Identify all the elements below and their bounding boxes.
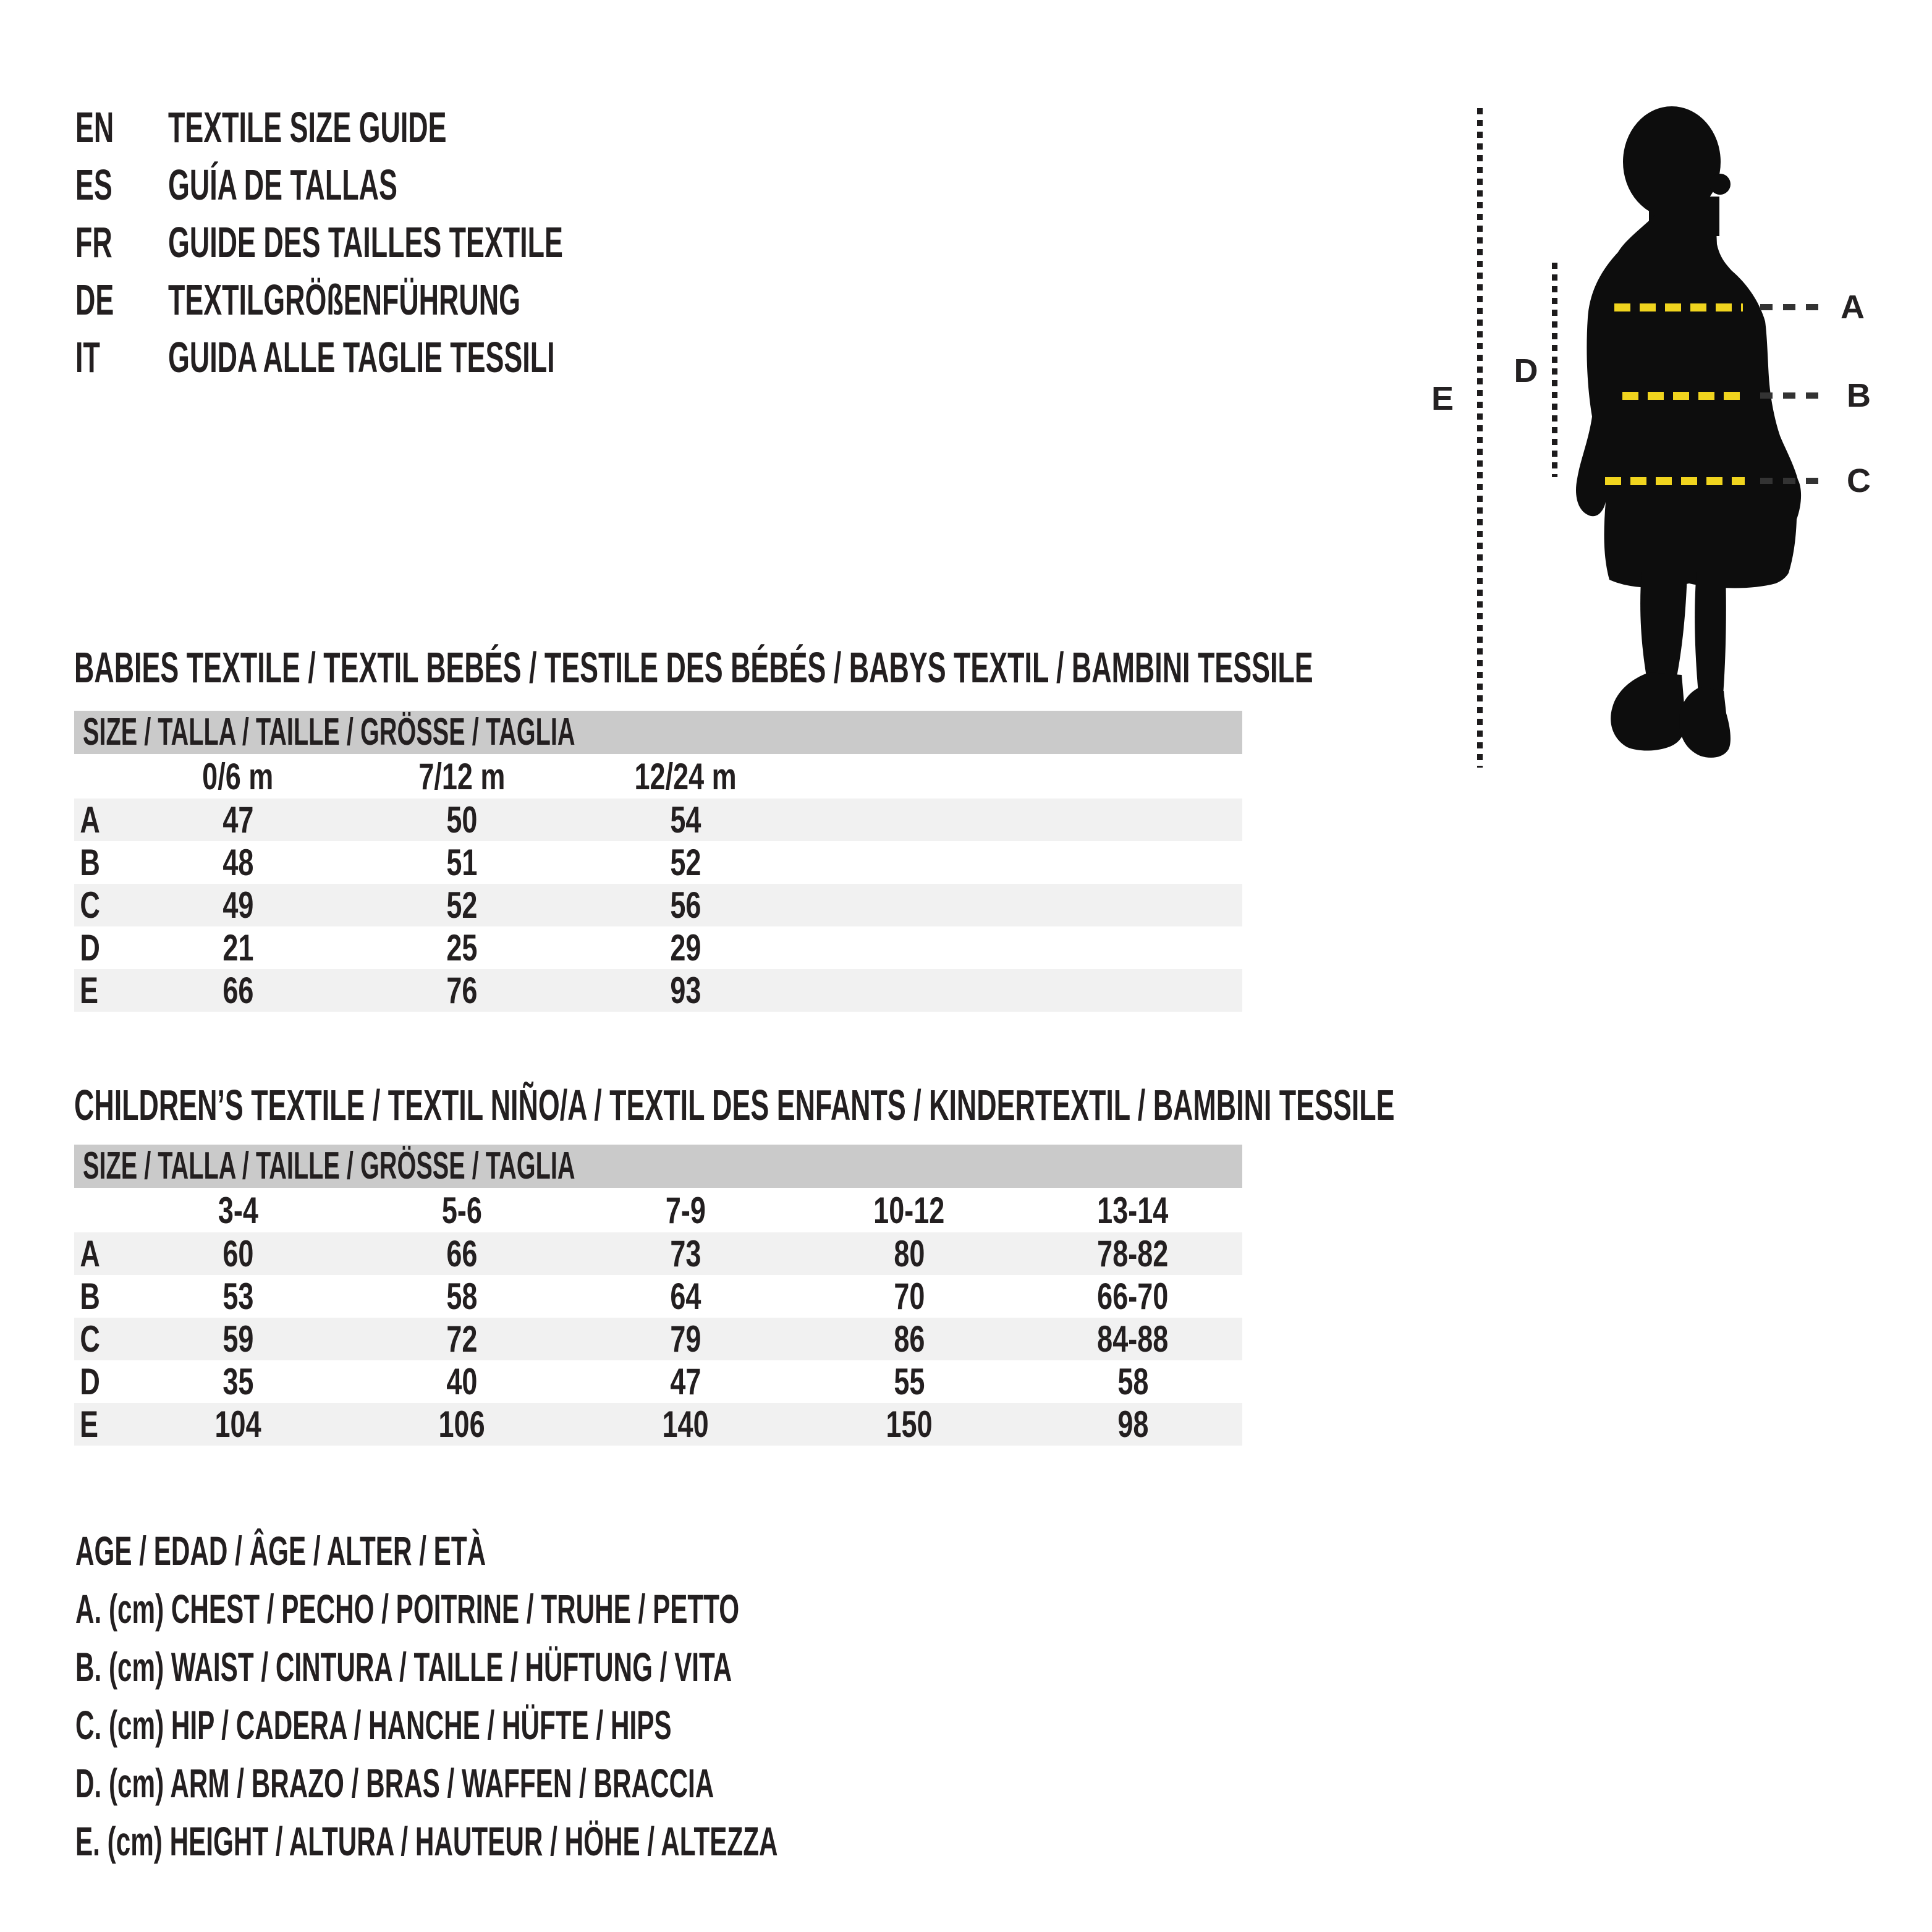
row-label-text: E [80, 1404, 99, 1445]
value-text: 66 [222, 970, 254, 1011]
value-cell [1021, 1275, 1245, 1318]
value-cell [797, 1232, 1021, 1275]
value-text: 140 [662, 1404, 709, 1445]
language-code-text: FR [75, 218, 112, 266]
row-label-text: B [80, 842, 100, 883]
row-label-text: A [80, 1233, 100, 1274]
column-header-text: 12/24 m [634, 755, 737, 797]
row-label [74, 969, 126, 1012]
table-row [74, 1318, 1242, 1360]
measure-label-a: A [1841, 289, 1865, 326]
value-text: 106 [438, 1404, 485, 1445]
column-header-cell [126, 1189, 350, 1232]
column-header-text: 5-6 [441, 1189, 482, 1231]
value-text: 66-70 [1097, 1276, 1169, 1317]
value-cell [574, 799, 797, 841]
row-label [74, 926, 126, 969]
value-text: 59 [222, 1318, 254, 1360]
value-cell [350, 1318, 574, 1360]
value-text: 58 [446, 1276, 478, 1317]
value-text: 150 [886, 1404, 933, 1445]
row-label [74, 799, 126, 841]
row-label [74, 1275, 126, 1318]
column-header-text: 3-4 [218, 1189, 258, 1231]
value-text: 78-82 [1097, 1233, 1169, 1274]
row-label [74, 1318, 126, 1360]
value-cell [574, 1275, 797, 1318]
babies-column-header-row [74, 754, 1242, 799]
legend-line [75, 1522, 1173, 1580]
table-row [74, 799, 1242, 841]
row-label-text: A [80, 799, 100, 841]
language-title-text: TEXTILGRÖßENFÜHRUNG [168, 276, 520, 324]
legend-line [75, 1696, 1173, 1754]
legend-line [75, 1812, 1173, 1870]
value-text: 47 [222, 799, 254, 841]
value-text: 51 [446, 842, 478, 883]
chest-measure-line-A [1614, 303, 1743, 311]
value-cell [574, 1360, 797, 1403]
babies-size-header-bar [74, 711, 1242, 754]
column-header-text: 7/12 m [418, 755, 506, 797]
children-column-header-row [74, 1188, 1242, 1232]
value-text: 49 [222, 884, 254, 926]
value-cell [126, 926, 350, 969]
table-row [74, 1360, 1242, 1403]
value-text: 35 [222, 1361, 254, 1402]
value-text: 84-88 [1097, 1318, 1169, 1360]
value-cell [126, 1275, 350, 1318]
value-text: 25 [446, 927, 478, 968]
table-row [74, 841, 1242, 884]
value-text: 70 [893, 1276, 925, 1317]
value-text: 58 [1117, 1361, 1149, 1402]
waist-measure-line-B [1622, 392, 1740, 400]
value-text: 79 [669, 1318, 701, 1360]
children-size-header-text: SIZE / TALLA / TAILLE / GRÖSSE / TAGLIA [83, 1145, 575, 1187]
table-row [74, 1275, 1242, 1318]
value-text: 47 [669, 1361, 701, 1402]
value-cell [350, 1360, 574, 1403]
hip-measure-line-C [1605, 477, 1745, 485]
children-size-table [74, 1145, 1242, 1446]
value-cell [350, 841, 574, 884]
column-header-text: 13-14 [1097, 1189, 1169, 1231]
value-cell [350, 799, 574, 841]
arm-measure-line-D [1552, 263, 1557, 477]
babies-size-header-text: SIZE / TALLA / TAILLE / GRÖSSE / TAGLIA [83, 711, 575, 753]
value-text: 72 [446, 1318, 478, 1360]
table-row [74, 884, 1242, 926]
column-header-cell [574, 755, 797, 798]
value-text: 104 [214, 1404, 261, 1445]
row-label [74, 1403, 126, 1446]
hip-leader-line-C [1760, 478, 1826, 484]
legend-line [75, 1638, 1173, 1696]
value-cell [797, 1403, 1021, 1446]
value-cell [1021, 1232, 1245, 1275]
children-rows [74, 1232, 1242, 1446]
language-title-text: GUÍA DE TALLAS [168, 161, 397, 209]
language-code-text: ES [75, 161, 112, 209]
value-text: 55 [893, 1361, 925, 1402]
legend-line-text: A. (cm) CHEST / PECHO / POITRINE / TRUHE / PETTO [75, 1586, 740, 1632]
value-text: 76 [446, 970, 478, 1011]
value-text: 48 [222, 842, 254, 883]
babies-heading-text: BABIES TEXTILE / TEXTIL BEBÉS / TESTILE DES BÉBÉS / BABYS TEXTIL / BAMBINI TESSILE [74, 643, 1313, 692]
value-text: 73 [669, 1233, 701, 1274]
legend-line-text: B. (cm) WAIST / CINTURA / TAILLE / HÜFTUNG / VITA [75, 1644, 732, 1690]
value-cell [574, 884, 797, 926]
value-text: 21 [222, 927, 254, 968]
row-label [74, 841, 126, 884]
language-title-text: GUIDA ALLE TAGLIE TESSILI [168, 333, 555, 381]
value-cell [126, 884, 350, 926]
value-cell [574, 841, 797, 884]
value-text: 52 [669, 842, 701, 883]
measure-label-c: C [1847, 462, 1871, 499]
value-cell [574, 1318, 797, 1360]
value-text: 93 [669, 970, 701, 1011]
row-label-text: D [80, 927, 100, 968]
language-title-text: TEXTILE SIZE GUIDE [168, 103, 447, 151]
babies-size-table [74, 711, 1242, 1012]
legend-line [75, 1580, 1173, 1638]
value-cell [350, 969, 574, 1012]
value-cell [350, 1232, 574, 1275]
legend-line-text: AGE / EDAD / ÂGE / ALTER / ETÀ [75, 1528, 486, 1574]
value-text: 53 [222, 1276, 254, 1317]
measurement-legend [75, 1522, 1173, 1870]
value-text: 50 [446, 799, 478, 841]
value-text: 86 [893, 1318, 925, 1360]
value-cell [350, 1275, 574, 1318]
value-cell [126, 969, 350, 1012]
row-label [74, 1360, 126, 1403]
measure-label-b: B [1847, 377, 1871, 414]
legend-line-text: C. (cm) HIP / CADERA / HANCHE / HÜFTE / HIPS [75, 1702, 672, 1748]
value-cell [350, 884, 574, 926]
row-label-text: E [80, 970, 99, 1011]
value-cell [574, 1403, 797, 1446]
language-code-text: EN [75, 103, 114, 151]
value-cell [350, 926, 574, 969]
babies-rows [74, 799, 1242, 1012]
row-label-text: C [80, 1318, 100, 1360]
language-code-text: IT [75, 333, 100, 381]
value-cell [126, 1360, 350, 1403]
value-text: 54 [669, 799, 701, 841]
value-cell [1021, 1403, 1245, 1446]
value-cell [126, 799, 350, 841]
children-heading-text: CHILDREN’S TEXTILE / TEXTIL NIÑO/A / TEXTIL DES ENFANTS / KINDERTEXTIL / BAMBINI TESSILE [74, 1081, 1395, 1129]
measure-label-d: D [1514, 352, 1538, 389]
row-label-text: B [80, 1276, 100, 1317]
value-text: 64 [669, 1276, 701, 1317]
language-title-text: GUIDE DES TAILLES TEXTILE [168, 218, 563, 266]
value-text: 29 [669, 927, 701, 968]
value-text: 98 [1117, 1404, 1149, 1445]
value-cell [574, 1232, 797, 1275]
value-cell [1021, 1318, 1245, 1360]
chest-leader-line-A [1760, 304, 1826, 310]
row-label [74, 884, 126, 926]
value-cell [574, 969, 797, 1012]
value-cell [797, 1275, 1021, 1318]
column-header-cell [350, 1189, 574, 1232]
value-cell [574, 926, 797, 969]
value-cell [126, 1318, 350, 1360]
language-code-text: DE [75, 276, 114, 324]
column-header-cell [126, 755, 350, 798]
value-text: 40 [446, 1361, 478, 1402]
column-header-cell [797, 1189, 1021, 1232]
column-header-cell [1021, 1189, 1245, 1232]
value-text: 66 [446, 1233, 478, 1274]
table-row [74, 969, 1242, 1012]
value-cell [350, 1403, 574, 1446]
value-cell [797, 1360, 1021, 1403]
row-label-text: D [80, 1361, 100, 1402]
row-label [74, 1232, 126, 1275]
legend-line-text: E. (cm) HEIGHT / ALTURA / HAUTEUR / HÖHE / ALTEZZA [75, 1818, 778, 1864]
row-label-text: C [80, 884, 100, 926]
value-text: 80 [893, 1233, 925, 1274]
value-cell [126, 1232, 350, 1275]
waist-leader-line-B [1760, 392, 1826, 399]
value-text: 56 [669, 884, 701, 926]
legend-line [75, 1754, 1173, 1812]
column-header-cell [574, 1189, 797, 1232]
column-header-text: 7-9 [665, 1189, 706, 1231]
value-text: 52 [446, 884, 478, 926]
value-cell [126, 1403, 350, 1446]
children-section-heading [74, 1079, 1932, 1131]
legend-line-text: D. (cm) ARM / BRAZO / BRAS / WAFFEN / BRACCIA [75, 1760, 714, 1806]
table-row [74, 926, 1242, 969]
table-row [74, 1232, 1242, 1275]
value-cell [1021, 1360, 1245, 1403]
value-text: 60 [222, 1233, 254, 1274]
value-cell [797, 1318, 1021, 1360]
column-header-text: 0/6 m [202, 755, 274, 797]
measure-label-e: E [1431, 380, 1454, 417]
column-header-text: 10-12 [873, 1189, 945, 1231]
table-row [74, 1403, 1242, 1446]
column-header-cell [350, 755, 574, 798]
children-size-header-bar [74, 1145, 1242, 1188]
value-cell [126, 841, 350, 884]
babies-section-heading [74, 642, 1932, 693]
